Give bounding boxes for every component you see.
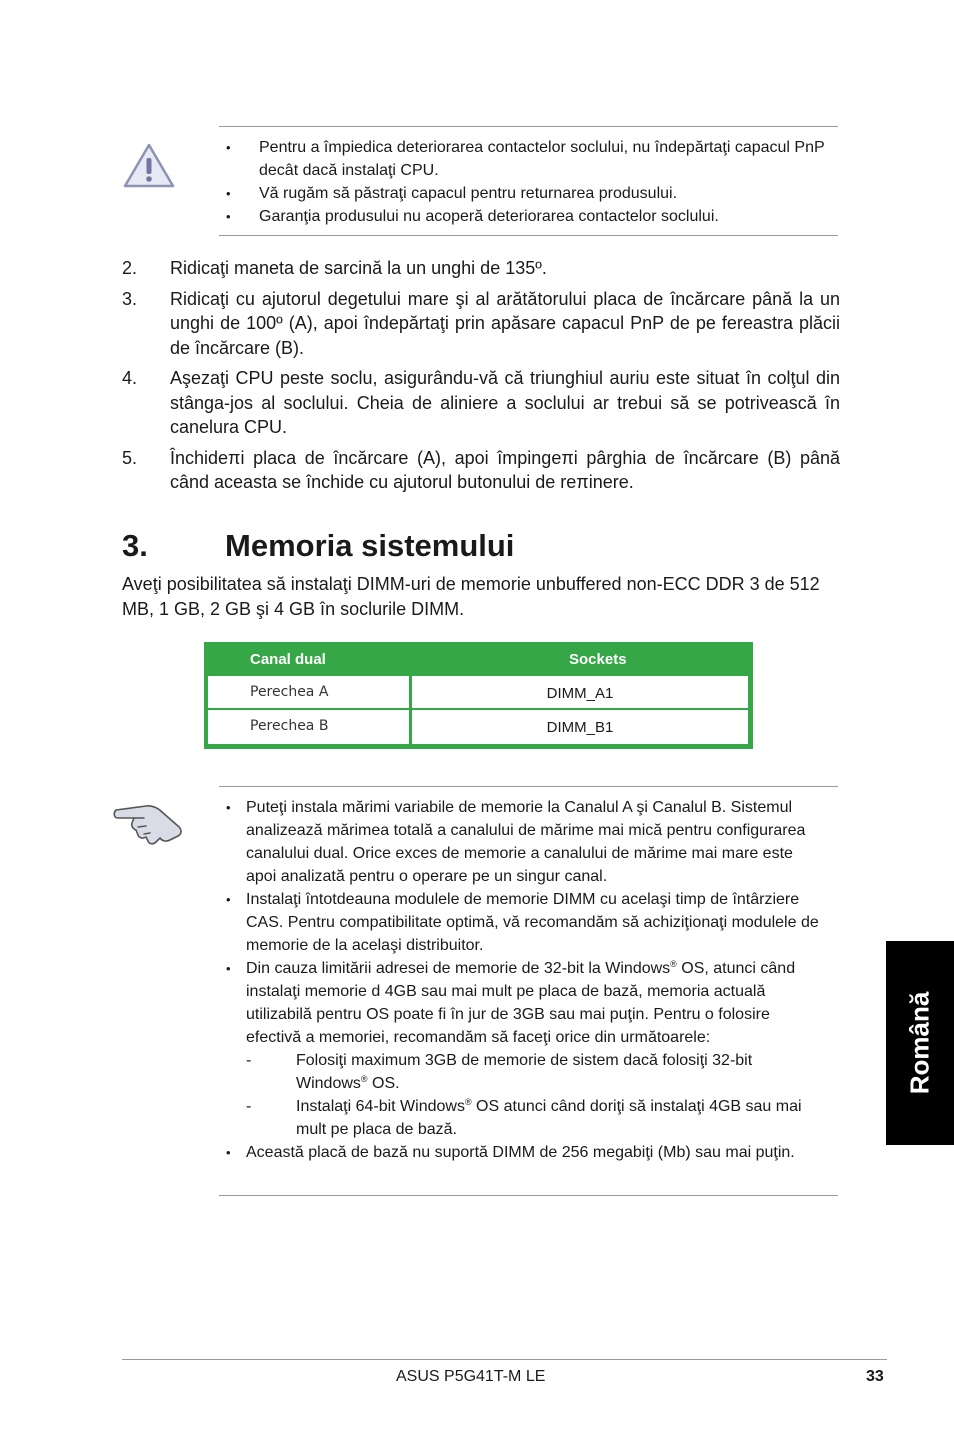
caution-bottom-rule bbox=[219, 235, 838, 236]
language-tab-label: Română bbox=[904, 991, 935, 1095]
note-item bbox=[226, 957, 826, 1141]
note-text: Din cauza limitării adresei de memorie de 32-bit la Windows bbox=[246, 960, 671, 977]
table-header-sockets: Sockets bbox=[569, 651, 627, 668]
table-cell bbox=[412, 676, 748, 708]
page-number: 33 bbox=[866, 1368, 884, 1385]
table-header-row bbox=[204, 642, 753, 676]
caution-icon bbox=[122, 142, 176, 190]
note-subitem bbox=[246, 1049, 826, 1095]
note-item: • Puteţi instala mărimi variabile de memorie la Canalul A şi Canalul B. Sistemul analizează mărimea totală a canalului de mărime mai mică pentru configurarea canalului dual. Orice exces de memorie a canalului de mărime mai mare este apoi analizată pentru o operare pe un singur canal. bbox=[226, 796, 826, 888]
step-number: 5. bbox=[122, 447, 138, 468]
footer-rule bbox=[122, 1359, 887, 1360]
note-text: OS. bbox=[367, 1075, 400, 1092]
step-item bbox=[122, 256, 840, 281]
table-cell-text: Perechea B bbox=[250, 718, 329, 734]
section-intro: Aveţi posibilitatea să instalaţi DIMM-uri de memorie unbuffered non-ECC DDR 3 de 512 MB, 1 GB, 2 GB şi 4 GB în soclurile DIMM. bbox=[122, 574, 820, 619]
registered-mark: ® bbox=[360, 1074, 368, 1084]
table-cell-text: Perechea A bbox=[250, 684, 329, 700]
step-text: Ridicaţi cu ajutorul degetului mare şi al arătătorului placa de încărcare până la un unghi de 100º (A), apoi îndepărtaţi prin apăsare capacul PnP de pe fereastra plăcii de încărcare (B). bbox=[170, 288, 840, 358]
note-sublist bbox=[246, 1049, 826, 1141]
step-text: Ridicaţi maneta de sarcină la un unghi de 135º. bbox=[170, 258, 547, 278]
note-item: • Instalaţi întotdeauna modulele de memorie DIMM cu acelaşi timp de întârziere CAS. Pentru compatibilitate optimă, vă recomandăm să achiziţionaţi modulele de memorie de la acelaşi distribuitor. bbox=[226, 888, 826, 957]
note-subitem bbox=[246, 1095, 826, 1141]
footer-product: ASUS P5G41T-M LE bbox=[396, 1368, 546, 1385]
caution-list bbox=[226, 136, 841, 228]
installation-steps bbox=[122, 256, 840, 501]
note-text: Folosiţi maximum 3GB de memorie de sistem dacă folosiţi 32-bit Windows bbox=[296, 1052, 753, 1092]
note-item: • Această placă de bază nu suportă DIMM de 256 megabiţi (Mb) sau mai puţin. bbox=[226, 1141, 826, 1164]
section-number: 3. bbox=[122, 528, 148, 563]
section-title: Memoria sistemului bbox=[225, 528, 515, 563]
note-list bbox=[226, 796, 826, 1164]
step-item bbox=[122, 446, 840, 495]
step-item bbox=[122, 287, 840, 361]
registered-mark: ® bbox=[670, 959, 677, 969]
note-top-rule bbox=[219, 786, 838, 787]
step-number: 2. bbox=[122, 258, 138, 278]
note-text: OS atunci când doriţi să instalaţi 4GB sau mai mult pe placa de bază. bbox=[296, 1098, 802, 1138]
step-text: Închideπi placa de încărcare (A), apoi împingeπi pârghia de încărcare (B) până când aceasta se închide cu ajutorul butonului de reπinere. bbox=[170, 447, 840, 492]
caution-item: • Vă rugăm să păstraţi capacul pentru returnarea produsului. bbox=[226, 182, 841, 205]
step-item bbox=[122, 366, 840, 440]
caution-top-rule bbox=[219, 126, 838, 127]
caution-item: • Garanţia produsului nu acoperă deteriorarea contactelor soclului. bbox=[226, 205, 841, 228]
table-cell bbox=[412, 710, 748, 744]
table-cell-text: DIMM_B1 bbox=[546, 719, 614, 736]
step-text: Aşezaţi CPU peste soclu, asigurându-vă că triunghiul auriu este situat în colţul din stânga-jos al soclului. Cheia de aliniere a soclului ar trebui să se potrivească în canelura CPU. bbox=[170, 368, 840, 437]
note-text: Instalaţi 64-bit Windows bbox=[296, 1098, 465, 1115]
dimm-table bbox=[204, 642, 753, 749]
caution-item: • Pentru a împiedica deteriorarea contactelor soclului, nu îndepărtaţi capacul PnP decât dacă instalaţi CPU. bbox=[226, 136, 841, 182]
table-cell-text: DIMM_A1 bbox=[546, 685, 614, 702]
language-tab bbox=[886, 941, 954, 1145]
table-cell bbox=[208, 710, 409, 744]
note-bottom-rule bbox=[219, 1195, 838, 1196]
registered-mark: ® bbox=[464, 1097, 472, 1107]
step-number: 4. bbox=[122, 368, 138, 388]
table-cell bbox=[208, 676, 409, 708]
table-header-channel: Canal dual bbox=[250, 651, 326, 668]
pointing-hand-icon bbox=[112, 796, 188, 848]
note-text: OS, atunci când instalaţi memorie d 4GB sau mai mult pe placa de bază, memoria actuală utilizabilă pentru OS poate fi în jur de 3GB sau mai puţin. Pentru o folosire efectivă a memoriei, recomandăm să faceţi orice din următoarele: bbox=[246, 960, 796, 1046]
step-number: 3. bbox=[122, 288, 138, 309]
